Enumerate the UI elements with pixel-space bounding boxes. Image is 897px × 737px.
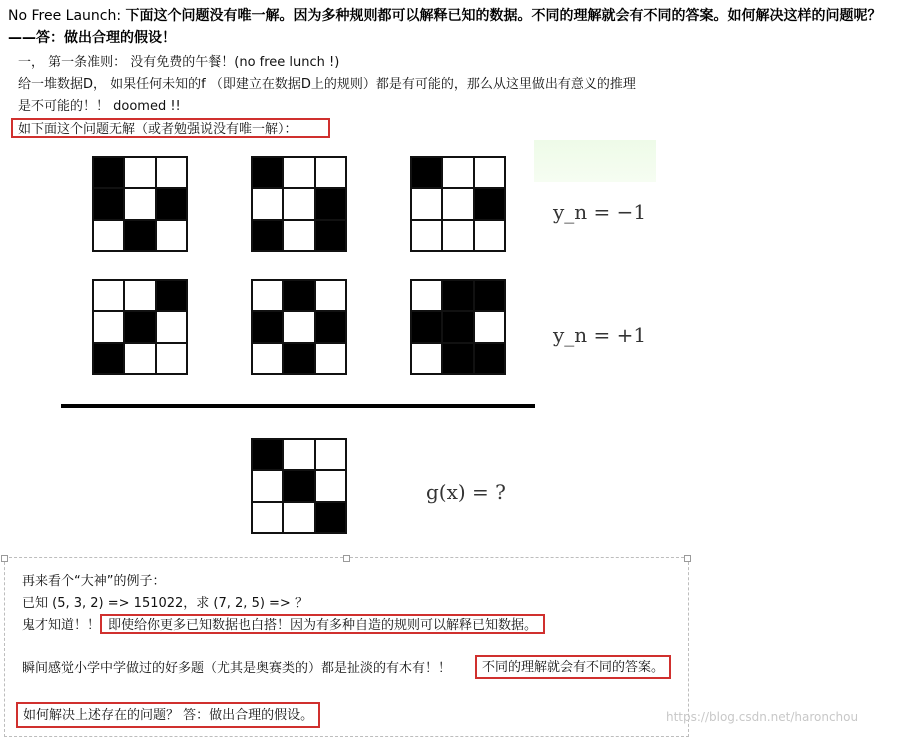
black-cell — [283, 280, 314, 311]
black-cell — [283, 470, 314, 501]
black-cell — [93, 157, 124, 188]
white-cell — [283, 188, 314, 219]
boxed-statement-solution: 如何解决上述存在的问题？ 答：做出合理的假设。 — [16, 702, 320, 728]
white-cell — [315, 470, 346, 501]
black-cell — [93, 343, 124, 374]
boxed-statement-no-solution: 如下面这个问题无解（或者勉强说没有唯一解）： — [11, 118, 330, 138]
white-cell — [283, 439, 314, 470]
pattern-pos-2 — [251, 279, 347, 375]
pattern-neg-1 — [92, 156, 188, 252]
black-cell — [124, 311, 155, 342]
resize-handle-top[interactable] — [343, 555, 350, 562]
white-cell — [283, 502, 314, 533]
white-cell — [252, 470, 283, 501]
white-cell — [252, 280, 283, 311]
black-cell — [315, 502, 346, 533]
black-cell — [474, 343, 505, 374]
white-cell — [315, 439, 346, 470]
black-cell — [442, 311, 473, 342]
figure-panel — [58, 140, 658, 540]
example-known: 已知 (5, 3, 2) => 151022，求 (7, 2, 5) => ？ — [22, 596, 308, 611]
pattern-query — [251, 438, 347, 534]
page-title — [8, 5, 893, 49]
separator-line — [61, 404, 535, 408]
white-cell — [156, 311, 187, 342]
black-cell — [442, 343, 473, 374]
white-cell — [315, 343, 346, 374]
resize-handle-tr[interactable] — [684, 555, 691, 562]
black-cell — [315, 220, 346, 251]
white-cell — [156, 220, 187, 251]
white-cell — [252, 188, 283, 219]
white-cell — [93, 311, 124, 342]
white-cell — [283, 157, 314, 188]
white-cell — [411, 188, 442, 219]
figure-white-right — [534, 182, 658, 540]
resize-handle-tl[interactable] — [1, 555, 8, 562]
watermark: https://blog.csdn.net/haronchou — [666, 710, 859, 724]
black-cell — [252, 311, 283, 342]
label-y-negative: y_n = −1 — [553, 200, 647, 224]
pattern-pos-3 — [410, 279, 506, 375]
white-cell — [474, 311, 505, 342]
white-cell — [315, 280, 346, 311]
pattern-pos-1 — [92, 279, 188, 375]
white-cell — [442, 157, 473, 188]
white-cell — [283, 220, 314, 251]
black-cell — [411, 157, 442, 188]
white-cell — [315, 157, 346, 188]
white-cell — [93, 280, 124, 311]
black-cell — [252, 220, 283, 251]
white-cell — [124, 157, 155, 188]
label-query: g(x) = ? — [426, 480, 506, 504]
white-cell — [474, 157, 505, 188]
title-bold: 下面这个问题没有唯一解。因为多种规则都可以解释已知的数据。不同的理解就会有不同的答案。如何解决这样的问题呢？——答：做出合理的假设！ — [8, 8, 882, 46]
white-cell — [474, 220, 505, 251]
example-answer-prefix: 鬼才知道！！ — [22, 618, 101, 633]
rule-text-line1: 给一堆数据D， 如果任何未知的f （即建立在数据D上的规则）都是有可能的，那么从这里做出有意义的推理 — [18, 77, 636, 92]
white-cell — [411, 343, 442, 374]
white-cell — [252, 502, 283, 533]
white-cell — [442, 220, 473, 251]
black-cell — [252, 157, 283, 188]
black-cell — [315, 311, 346, 342]
black-cell — [156, 280, 187, 311]
white-cell — [411, 220, 442, 251]
white-cell — [124, 343, 155, 374]
black-cell — [283, 343, 314, 374]
black-cell — [156, 188, 187, 219]
example-heading: 再来看个“大神”的例子： — [22, 574, 166, 589]
white-cell — [124, 188, 155, 219]
white-cell — [93, 220, 124, 251]
pattern-neg-3 — [410, 156, 506, 252]
rule-text-line2: 是不可能的！！ doomed !! — [18, 99, 181, 114]
pattern-neg-2 — [251, 156, 347, 252]
boxed-statement-more-data: 即使给你更多已知数据也白搭！因为有多种自造的规则可以解释已知数据。 — [100, 614, 545, 634]
black-cell — [315, 188, 346, 219]
black-cell — [474, 280, 505, 311]
olympiad-remark: 瞬间感觉小学中学做过的好多题（尤其是奥赛类的）都是扯淡的有木有！！ — [22, 661, 452, 676]
white-cell — [124, 280, 155, 311]
label-y-positive: y_n = +1 — [553, 323, 647, 347]
white-cell — [442, 188, 473, 219]
boxed-statement-different-answers: 不同的理解就会有不同的答案。 — [475, 655, 671, 679]
black-cell — [252, 439, 283, 470]
black-cell — [442, 280, 473, 311]
title-prefix: No Free Launch: — [8, 8, 126, 24]
black-cell — [124, 220, 155, 251]
black-cell — [93, 188, 124, 219]
rule-heading: 一， 第一条准则： 没有免费的午餐！(no free lunch !) — [18, 55, 340, 70]
white-cell — [156, 157, 187, 188]
black-cell — [474, 188, 505, 219]
black-cell — [411, 311, 442, 342]
white-cell — [283, 311, 314, 342]
white-cell — [411, 280, 442, 311]
white-cell — [156, 343, 187, 374]
white-cell — [252, 343, 283, 374]
